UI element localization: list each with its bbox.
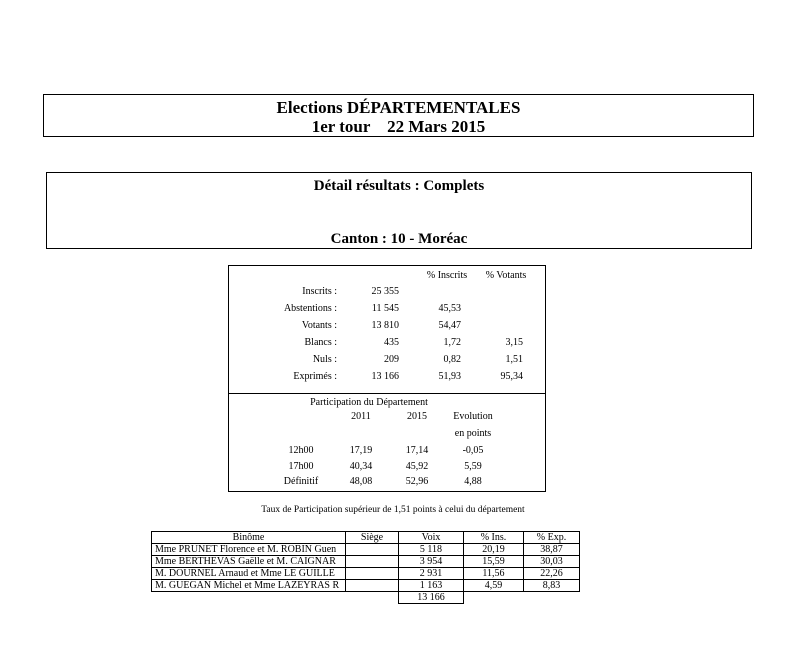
participation-2015: 17,14 xyxy=(405,445,429,456)
participation-2011: 17,19 xyxy=(349,445,373,456)
participation-note: Taux de Participation supérieur de 1,51 points à celui du département xyxy=(261,505,525,515)
election-title: Elections DÉPARTEMENTALES xyxy=(276,98,521,117)
table-total-row xyxy=(152,592,580,604)
participation-evolution: 4,88 xyxy=(464,476,482,487)
election-title-box xyxy=(43,94,754,137)
col-header-2011: 2011 xyxy=(351,411,371,422)
cell-voix: 3 954 xyxy=(399,556,464,568)
canton-title: Canton : 10 - Moréac xyxy=(330,231,468,247)
col-header-2015: 2015 xyxy=(407,411,427,422)
stats-divider xyxy=(229,393,545,394)
table-row xyxy=(152,556,580,568)
header-pct-ins: % Ins. xyxy=(464,532,524,544)
cell-voix: 5 118 xyxy=(399,544,464,556)
cell-binome: Mme PRUNET Florence et M. ROBIN Guen xyxy=(152,544,346,556)
participation-evolution: 5,59 xyxy=(464,461,482,472)
cell-pct-exp: 22,26 xyxy=(524,568,580,580)
col-header-en-points: en points xyxy=(454,428,492,439)
cell-binome: M. DOURNEL Arnaud et Mme LE GUILLE xyxy=(152,568,346,580)
participation-label: Définitif xyxy=(283,476,319,487)
cell-pct-exp: 30,03 xyxy=(524,556,580,568)
stat-value: 11 545 xyxy=(371,303,399,314)
participation-label: 17h00 xyxy=(288,461,314,472)
cell-siege xyxy=(346,580,399,592)
cell-pct-ins: 20,19 xyxy=(464,544,524,556)
stat-label: Exprimés : xyxy=(293,371,337,382)
election-round-date: 1er tour 22 Mars 2015 xyxy=(311,117,486,136)
stat-pct-inscrits: 54,47 xyxy=(438,320,461,331)
participation-label: 12h00 xyxy=(288,445,314,456)
stat-label: Votants : xyxy=(301,320,337,331)
cell-pct-exp: 8,83 xyxy=(524,580,580,592)
header-pct-exp: % Exp. xyxy=(524,532,580,544)
stat-pct-votants: 95,34 xyxy=(500,371,523,382)
participation-2011: 48,08 xyxy=(349,476,373,487)
stat-pct-votants: 1,51 xyxy=(505,354,523,365)
stat-label: Abstentions : xyxy=(283,303,337,314)
results-table xyxy=(151,531,580,604)
stat-label: Inscrits : xyxy=(302,286,337,297)
cell-pct-ins: 15,59 xyxy=(464,556,524,568)
cell-pct-ins: 4,59 xyxy=(464,580,524,592)
table-header-row xyxy=(152,532,580,544)
participation-2015: 52,96 xyxy=(405,476,429,487)
stat-value: 435 xyxy=(384,337,399,348)
cell-voix: 1 163 xyxy=(399,580,464,592)
table-row xyxy=(152,544,580,556)
col-header-pct-votants: % Votants xyxy=(485,270,527,281)
detail-box xyxy=(46,172,752,249)
stat-pct-inscrits: 51,93 xyxy=(438,371,461,382)
table-row xyxy=(152,580,580,592)
cell-pct-ins: 11,56 xyxy=(464,568,524,580)
stat-label: Blancs : xyxy=(304,337,337,348)
stat-pct-inscrits: 45,53 xyxy=(438,303,461,314)
participation-evolution: -0,05 xyxy=(462,445,484,456)
col-header-pct-inscrits: % Inscrits xyxy=(426,270,468,281)
stat-value: 13 810 xyxy=(371,320,399,331)
col-header-evolution: Evolution xyxy=(453,411,493,422)
cell-siege xyxy=(346,556,399,568)
cell-binome: M. GUEGAN Michel et Mme LAZEYRAS R xyxy=(152,580,346,592)
header-binome: Binôme xyxy=(152,532,346,544)
detail-title: Détail résultats : Complets xyxy=(313,178,485,194)
cell-siege xyxy=(346,568,399,580)
participation-2011: 40,34 xyxy=(349,461,373,472)
cell-voix: 2 931 xyxy=(399,568,464,580)
header-voix: Voix xyxy=(399,532,464,544)
stat-value: 13 166 xyxy=(371,371,399,382)
stats-panel xyxy=(228,265,546,492)
header-siege: Siège xyxy=(346,532,399,544)
stat-value: 209 xyxy=(384,354,399,365)
cell-pct-exp: 38,87 xyxy=(524,544,580,556)
participation-2015: 45,92 xyxy=(405,461,429,472)
participation-title: Participation du Département xyxy=(310,397,428,408)
total-voix: 13 166 xyxy=(399,592,464,604)
stat-pct-votants: 3,15 xyxy=(505,337,523,348)
stat-label: Nuls : xyxy=(312,354,337,365)
stat-pct-inscrits: 0,82 xyxy=(443,354,461,365)
table-row xyxy=(152,568,580,580)
stat-value: 25 355 xyxy=(371,286,399,297)
cell-siege xyxy=(346,544,399,556)
cell-binome: Mme BERTHEVAS Gaëlle et M. CAIGNAR xyxy=(152,556,346,568)
stat-pct-inscrits: 1,72 xyxy=(443,337,461,348)
